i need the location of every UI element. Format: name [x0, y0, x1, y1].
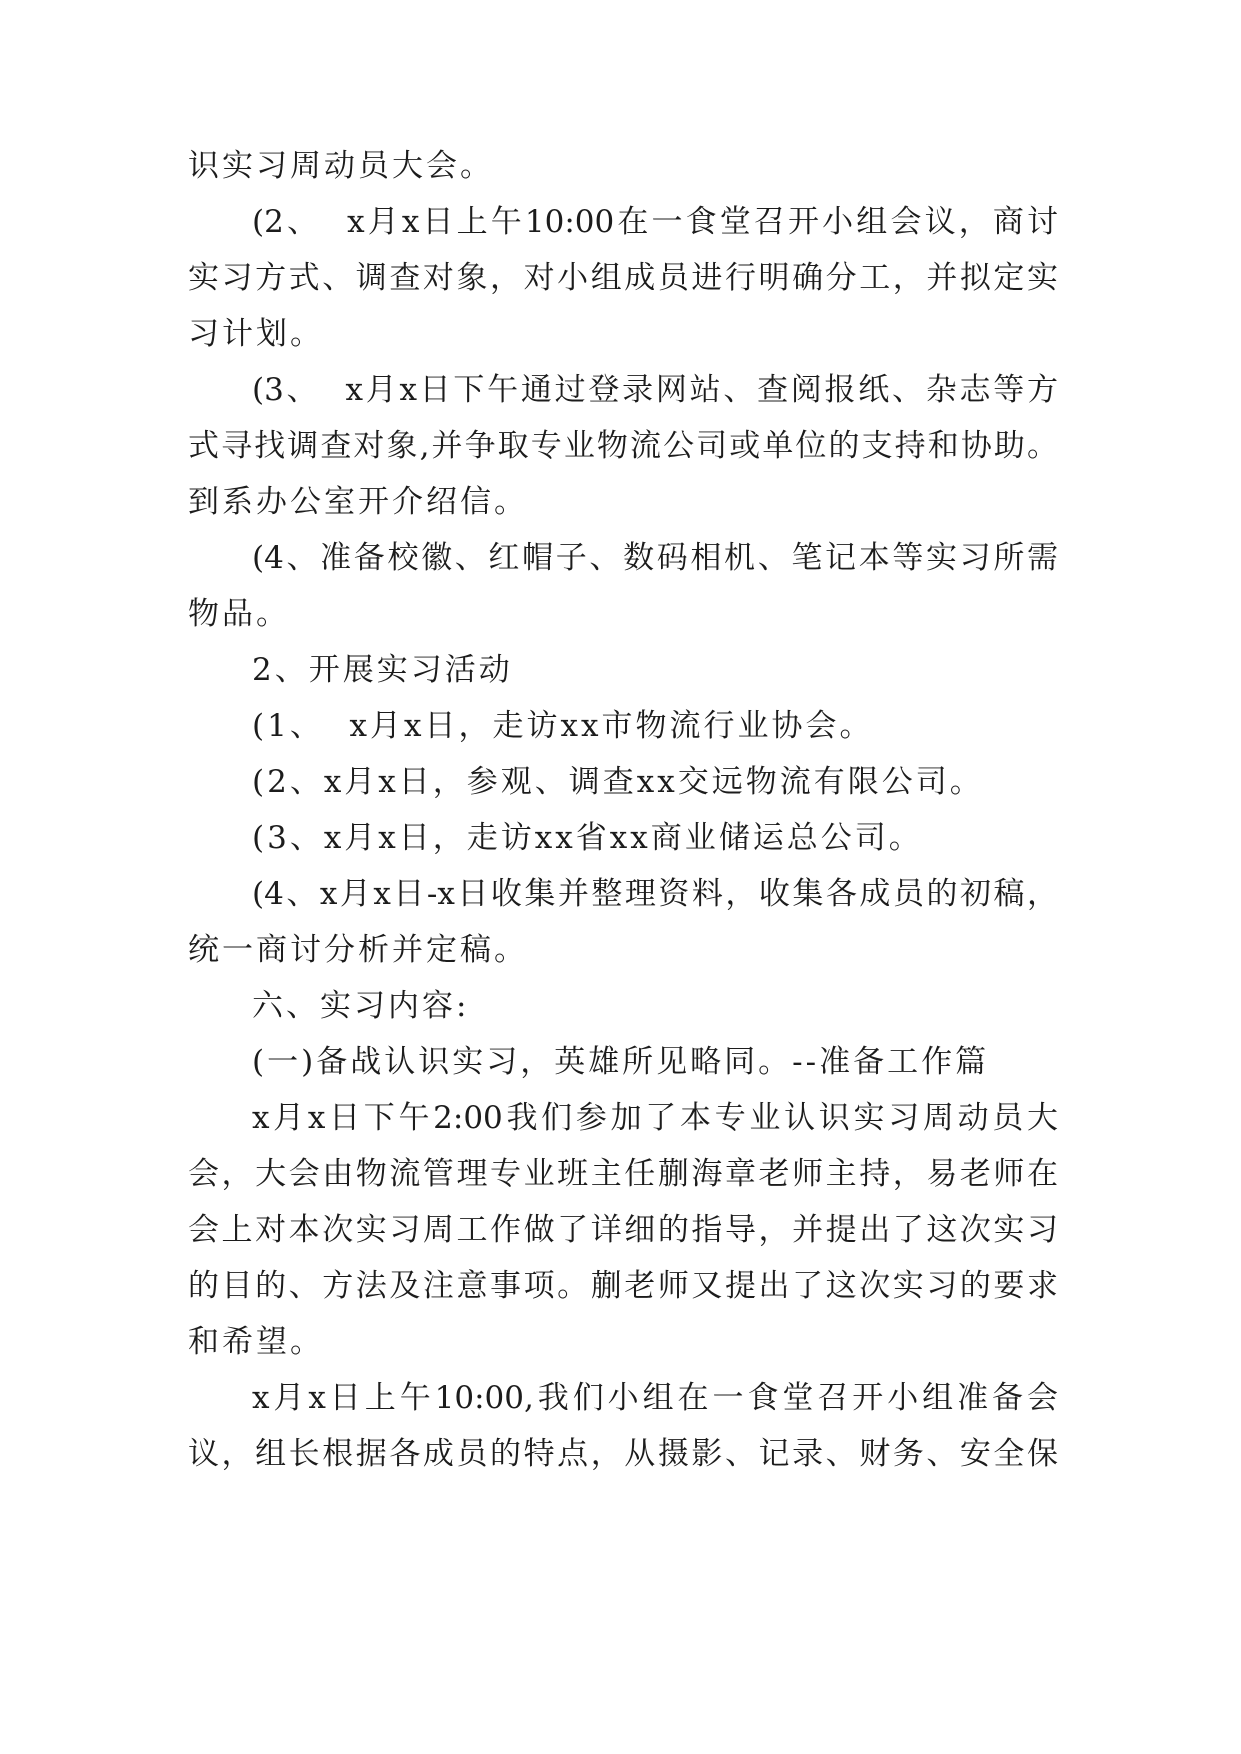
text-line: (一)备战认识实习，英雄所见略同。--准备工作篇 — [252, 1044, 990, 1080]
text-line: 2、开展实习活动 — [252, 652, 513, 688]
text-line: 式寻找调查对象,并争取专业物流公司或单位的支持和协助。 — [188, 428, 1058, 464]
text-line: 习计划。 — [188, 316, 324, 352]
text-line: (2、 x月x日上午10:00在一食堂召开小组会议，商讨 — [252, 204, 1058, 240]
text-line: 到系办公室开介绍信。 — [188, 484, 528, 520]
text-line: 统一商讨分析并定稿。 — [188, 932, 528, 968]
text-line: 会，大会由物流管理专业班主任蒯海章老师主持，易老师在 — [188, 1156, 1058, 1192]
text-line: 议，组长根据各成员的特点，从摄影、记录、财务、安全保 — [188, 1436, 1058, 1472]
text-line: 的目的、方法及注意事项。蒯老师又提出了这次实习的要求 — [188, 1268, 1058, 1304]
text-line: 物品。 — [188, 596, 290, 632]
text-line: 识实习周动员大会。 — [188, 148, 494, 184]
text-line: x月x日上午10:00,我们小组在一食堂召开小组准备会 — [252, 1380, 1058, 1416]
text-line: (3、 x月x日下午通过登录网站、查阅报纸、杂志等方 — [252, 372, 1058, 408]
text-line: x月x日下午2:00我们参加了本专业认识实习周动员大 — [252, 1100, 1058, 1136]
text-line: (3、x月x日，走访xx省xx商业储运总公司。 — [252, 820, 923, 856]
text-line: 会上对本次实习周工作做了详细的指导，并提出了这次实习 — [188, 1212, 1058, 1248]
text-line: 和希望。 — [188, 1324, 324, 1360]
text-line: (2、x月x日，参观、调查xx交远物流有限公司。 — [252, 764, 984, 800]
text-line: (4、x月x日-x日收集并整理资料，收集各成员的初稿， — [252, 876, 1058, 912]
text-line: (4、准备校徽、红帽子、数码相机、笔记本等实习所需 — [252, 540, 1058, 576]
text-line: (1、 x月x日，走访xx市物流行业协会。 — [252, 708, 874, 744]
text-line: 实习方式、调查对象，对小组成员进行明确分工，并拟定实 — [188, 260, 1058, 296]
text-line: 六、实习内容: — [252, 988, 470, 1024]
